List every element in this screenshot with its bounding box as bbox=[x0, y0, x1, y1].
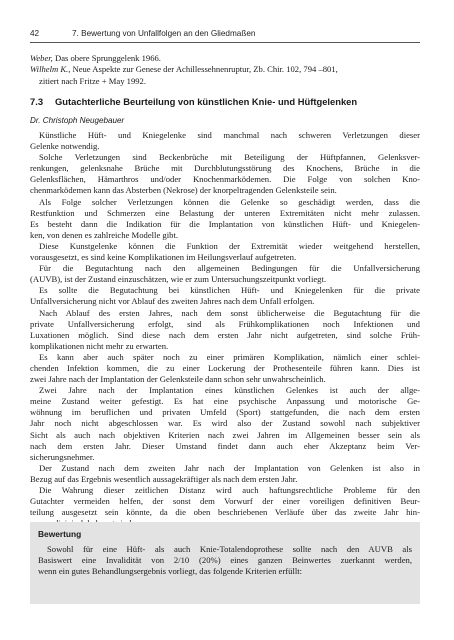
body-line: Jahr noch nicht abgeschlossen war. Es wird also der Zustand sowohl nach subjektiver bbox=[30, 418, 420, 429]
body-line: Die Wahrung dieser zeitlichen Distanz wird auch haftungsrechtliche Probleme für den bbox=[39, 485, 420, 495]
body-line: ken, von denen es zahlreiche Modelle gibt. bbox=[30, 229, 179, 240]
reference-list bbox=[30, 53, 420, 87]
body-line: Es sollte die Begutachtung bei künstlichen Hüft- und Kniegelenken für die private bbox=[39, 285, 420, 296]
body-line: komplikationen nicht mehr zu erwarten. bbox=[30, 340, 169, 351]
body-line: private Unfallversicherung erfolgt, sind als Frühkomplikationen noch Infektionen und bbox=[30, 318, 420, 329]
body-line: Diese Kunstgelenke können die Funktion der Extremität wieder weitgehend herstellen, bbox=[39, 240, 420, 251]
body-line: Der Zustand nach dem zweiten Jahr nach der Implantation von Gelenken ist also in bbox=[39, 462, 420, 473]
running-title: 7. Bewertung von Unfallfolgen an den Gliedmaßen bbox=[72, 29, 256, 38]
body-line: Restfunktion und Schmerzen eine Belastung der unteren Extremitäten nicht mehr zulassen. bbox=[30, 207, 420, 218]
body-line: vorausgesetzt, es sind keine Komplikationen im Heilungsverlauf aufgetreten. bbox=[30, 252, 297, 263]
reference-continuation: zitiert nach Fritze + May 1992. bbox=[39, 75, 146, 86]
body-line: chenmarködemen kann das Absterben (Nekrose) der knorpeltragenden Gelenksteile sein. bbox=[30, 185, 337, 196]
body-line: teilung ausgesetzt sein könnte, da die oben beschriebenen Verläufe über das zweite Jahr hin- bbox=[30, 507, 420, 518]
reference-author: Weber, bbox=[30, 53, 53, 63]
page-number: 42 bbox=[30, 29, 40, 38]
reference-author: Wilhelm K., bbox=[30, 64, 71, 75]
body-line: Nach Ablauf des ersten Jahres, nach dem sonst üblicherweise die Begutachtung für die bbox=[39, 307, 420, 318]
body-line: Als Folge solcher Verletzungen können die Gelenke so geschädigt werden, dass die bbox=[39, 196, 420, 207]
reference-text: Neue Aspekte zur Genese der Achillessehnenruptur, Zb. Chir. 102, 794 –801, bbox=[70, 64, 338, 75]
box-title: Bewertung bbox=[38, 529, 82, 539]
body-line: wöhnung im beruflichen und privaten Umfeld (Sport) stattgefunden, die nach dem ersten bbox=[30, 407, 420, 418]
body-text bbox=[30, 130, 420, 529]
box-line: wenn ein gutes Behandlungsergebnis vorliegt, das folgende Kriterien erfüllt: bbox=[38, 566, 303, 577]
body-line: Gutachter vermeiden helfen, der sonst dem Vorwurf der einer voreiligen definitiven Beur- bbox=[30, 496, 420, 507]
box-body bbox=[38, 544, 412, 577]
assessment-box bbox=[30, 522, 420, 604]
body-line: Künstliche Hüft- und Kniegelenke sind manchmal nach schweren Verletzungen dieser bbox=[39, 130, 420, 140]
body-line: nach dem ersten Jahr. Dieser Umstand findet dann auch eher Akzeptanz beim Ver- bbox=[30, 440, 420, 451]
reference-item bbox=[30, 53, 420, 64]
section-title: Gutachterliche Beurteilung von künstlichen Knie- und Hüftgelenken bbox=[55, 96, 358, 107]
body-line: sicherungsnehmer. bbox=[30, 451, 95, 462]
box-line: Sowohl für eine Hüft- als auch Knie-Totalendoprothese sollte nach den AUVB als bbox=[47, 544, 412, 554]
body-line: Solche Verletzungen sind Beckenbrüche mit Beteiligung der Hüftpfannen, Gelenksver- bbox=[39, 152, 420, 163]
body-line: Unfallversicherung nicht vor Ablauf des zweiten Jahres nach dem Unfall erfolgen. bbox=[30, 296, 315, 307]
section-number: 7.3 bbox=[30, 96, 44, 107]
section-author: Dr. Christoph Neugebauer bbox=[30, 116, 125, 125]
body-line: (AUVB), ist der Zustand einzuschätzen, wie er zum Untersuchungszeitpunkt vorliegt. bbox=[30, 274, 327, 285]
running-header bbox=[30, 28, 420, 43]
body-line: Zwei Jahre nach der Implantation eines künstlichen Gelenkes ist auch der allge- bbox=[39, 385, 420, 396]
section-heading bbox=[30, 96, 430, 107]
body-line: zwei Jahre nach der Implantation der Gelenksteile dann schon sehr unwahrscheinlich. bbox=[30, 374, 326, 385]
body-line: chenden Infektion kommen, die zu einer Lockerung der Prothesenteile führen kann. Dies ist bbox=[30, 362, 420, 373]
body-line: Es besteht dann die Indikation für die Implantation von künstlichen Hüft- und Kniegelen- bbox=[30, 218, 420, 229]
body-line: Gelenksflächen, Hämarthros und/oder Knochenmarködemen. Die Folge von solchen Kno- bbox=[30, 174, 420, 185]
reference-item bbox=[30, 64, 420, 75]
body-line: renkungen, gelenksnahe Brüche mit Durchblutungsstörung des Knochens, Brüche in die bbox=[30, 163, 420, 174]
body-line: Luxationen möglich. Sind diese nach dem ersten Jahr nicht aufgetreten, sind solche Früh- bbox=[30, 329, 420, 340]
body-line: Bezug auf das Ergebnis wesentlich aussagekräftiger als nach dem ersten Jahr. bbox=[30, 473, 298, 484]
body-line: meine Zustand weiter gefestigt. Es hat eine psychische Anpassung und motorische Ge- bbox=[30, 396, 420, 407]
body-line: Es kann aber auch später noch zu einer primären Komplikation, nämlich einer schlei- bbox=[39, 351, 420, 362]
body-line: Sicht als auch nach objektiven Kriterien nach zwei Jahren im Allgemeinen besser sein als bbox=[30, 429, 420, 440]
box-line: Basiswert eine Invalidität von 2/10 (20%) eines ganzen Beinwertes zuerkannt werden, bbox=[38, 555, 412, 566]
body-line: Gelenke notwendig. bbox=[30, 141, 100, 152]
reference-text: Das obere Sprunggelenk 1966. bbox=[52, 53, 161, 63]
body-line: Für die Begutachtung nach den allgemeinen Bedingungen für die Unfallversicherung bbox=[39, 263, 420, 274]
